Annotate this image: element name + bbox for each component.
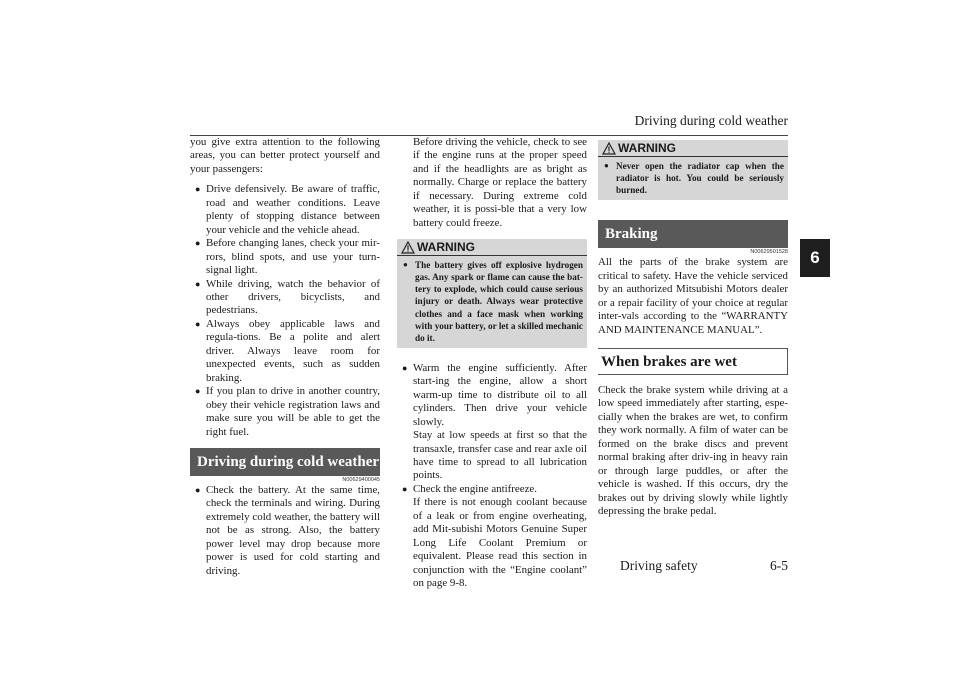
braking-paragraph: All the parts of the brake system are critical to safety. Have the vehicle serviced by an authorized Mitsubishi Motors dealer or a repair facility of your choice at regular inter-vals according to the “WARRANTY AND MAINTENANCE MANUAL”. (598, 256, 788, 336)
warning-body: The battery gives off explosive hydrogen gas. Any spark or flame can cause the bat-tery to explode, which could cause serious injury or death. Always wear protective clothes and a face mask when working with your battery, or let a skilled mechanic do it. (415, 260, 583, 343)
footer-section-title: Driving safety (620, 558, 698, 573)
column-3 (598, 136, 788, 519)
bullet-icon: ● (604, 161, 609, 170)
section-number-tab: 6 (800, 239, 830, 277)
list-item-continuation: If there is not enough coolant because of a leak or from engine overheating, add Mit-subishi Motors Genuine Super Long Life Coolant Premium or equivalent. Please read this section in conjunction with the “Engine coolant” on page 9-8. (413, 496, 587, 590)
footer-page-number: 6-5 (770, 558, 788, 573)
list-item: ● Drive defensively. Be aware of traffic, road and weather conditions. Leave plenty of stopping distance between your vehicle and the vehicle ahead. (190, 183, 380, 237)
section-code: N00629400045 (342, 476, 380, 483)
warning-text (598, 157, 788, 196)
intro-paragraph: you give extra attention to the following areas, you can better protect yourself and your passengers: (190, 136, 380, 175)
warning-body: Never open the radiator cap when the radiator is hot. You could be seriously burned. (616, 161, 784, 196)
list-item: ● Check the engine antifreeze. (397, 483, 587, 496)
page-header-title: Driving during cold weather (634, 113, 788, 128)
warning-label: WARNING (417, 239, 475, 254)
wet-brakes-paragraph: Check the brake system while driving at a low speed immediately after starting, espe-cially when the brakes are wet, to confirm they work normally. A film of water can be formed on the brake discs and prevent normal braking after driv-ing in heavy rain or through large puddles, or after the vehicle is washed. If this occurs, dry the brakes out by driving slowly while lightly depressing the brake pedal. (598, 384, 788, 518)
list-item: ● Before changing lanes, check your mir-rors, blind spots, and use your turn-signal light. (190, 237, 380, 277)
section-heading-cold-weather: Driving during cold weather (190, 448, 380, 476)
list-item: ● If you plan to drive in another country, obey their vehicle registration laws and make sure you will be able to get the right fuel. (190, 385, 380, 439)
column-2 (397, 136, 587, 591)
list-item: ● While driving, watch the behavior of other drivers, bicyclists, and pedestrians. (190, 278, 380, 318)
warning-label: WARNING (618, 140, 676, 155)
battery-continuation: Before driving the vehicle, check to see if the engine runs at the proper speed and if the headlights are as bright as normally. Charge or replace the battery if necessary. During extreme cold weather, it is possi-ble that a very low battery could freeze. (413, 136, 587, 229)
list-item-continuation: Stay at low speeds at first so that the transaxle, transfer case and rear axle oil have time to spread to all lubrication points. (413, 429, 587, 482)
list-item: ● Check the battery. At the same time, check the terminals and wiring. During extremely cold weather, the battery will not be as strong. Also, the battery power level may drop because more power is used for cold starting and driving. (190, 484, 380, 578)
warning-triangle-icon (401, 241, 415, 254)
warning-title (397, 239, 587, 256)
bullet-icon: ● (403, 260, 408, 270)
column-1 (190, 136, 380, 578)
warning-title (598, 140, 788, 157)
section-heading-braking: Braking (598, 220, 788, 248)
section-heading-wet-brakes: When brakes are wet (598, 348, 788, 375)
warning-text (397, 256, 587, 344)
warning-box-battery (397, 239, 587, 348)
warning-box-radiator (598, 140, 788, 200)
section-code: N00629501528 (750, 249, 788, 256)
list-item: ● Warm the engine sufficiently. After start-ing the engine, allow a short warm-up time to distribute oil to all cylinders. Then drive your vehicle slowly. (397, 362, 587, 429)
warning-triangle-icon (602, 142, 616, 155)
list-item: ● Always obey applicable laws and regula-tions. Be a polite and alert driver. Always leave room for unexpected events, such as sudden braking. (190, 318, 380, 385)
